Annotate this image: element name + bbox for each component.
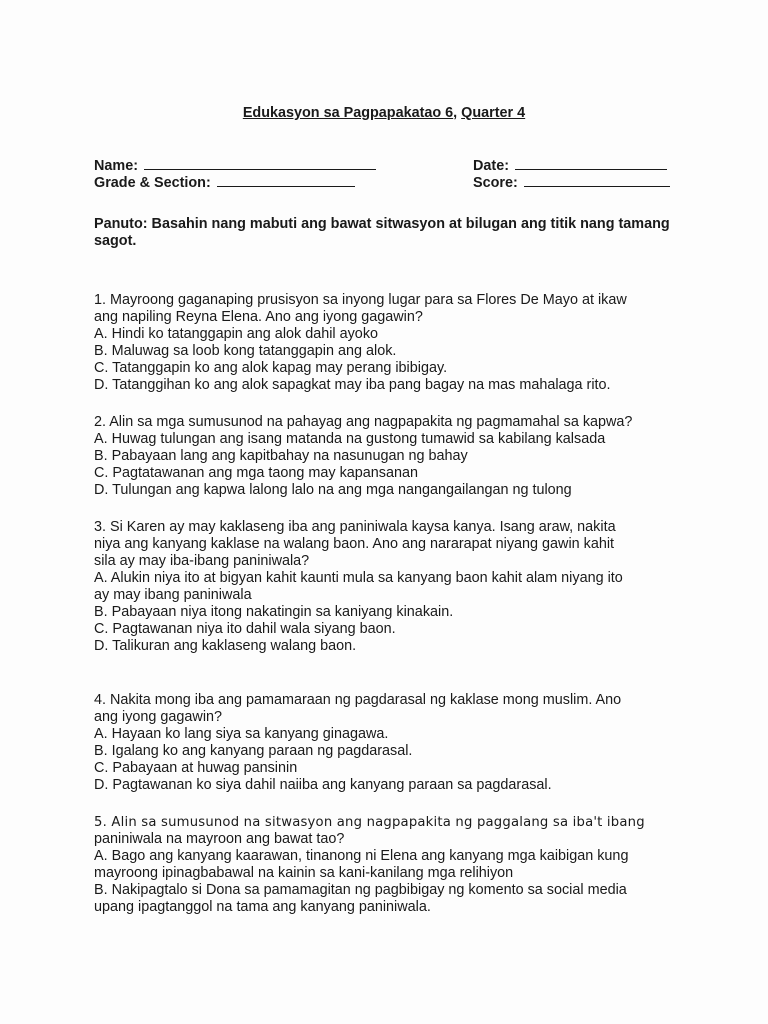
- date-blank[interactable]: [515, 157, 667, 170]
- question-5-choice-b-cont[interactable]: upang ipagtanggol na tama ang kanyang paniniwala.: [94, 899, 431, 915]
- score-blank[interactable]: [524, 174, 670, 187]
- question-1-line-2: ang napiling Reyna Elena. Ano ang iyong gagawin?: [94, 309, 423, 325]
- question-5-line-1: 5. Alin sa sumusunod na sitwasyon ang nagpapakita ng paggalang sa iba't ibang: [94, 815, 645, 830]
- question-4-line-1: 4. Nakita mong iba ang pamamaraan ng pagdarasal ng kaklase mong muslim. Ano: [94, 692, 622, 708]
- question-2-choice-d[interactable]: D. Tulungan ang kapwa lalong lalo na ang mga nangangailangan ng tulong: [94, 482, 572, 498]
- instructions: Panuto: Basahin nang mabuti ang bawat sitwasyon at bilugan ang titik nang tamang sagot.: [94, 216, 670, 249]
- subject-title: Edukasyon sa Pagpapakatao 6: [242, 105, 454, 121]
- question-3-choice-a[interactable]: A. Alukin niya ito at bigyan kahit kaunti mula sa kanyang baon kahit alam niyang ito: [94, 570, 623, 586]
- quarter-title: Quarter 4: [461, 105, 526, 121]
- name-label: Name:: [94, 158, 138, 174]
- question-4-line-2: ang iyong gagawin?: [94, 709, 223, 725]
- question-1-choice-a[interactable]: A. Hindi ko tatanggapin ang alok dahil ayoko: [94, 326, 379, 342]
- score-label: Score:: [473, 175, 518, 191]
- question-3-line-2: niya ang kanyang kaklase na walang baon. Ano ang nararapat niyang gawin kahit: [94, 536, 615, 552]
- question-5-choice-a[interactable]: A. Bago ang kanyang kaarawan, tinanong ni Elena ang kanyang mga kaibigan kung: [94, 848, 629, 864]
- name-field[interactable]: [94, 157, 376, 174]
- question-3-line-1: 3. Si Karen ay may kaklaseng iba ang paniniwala kaysa kanya. Isang araw, nakita: [94, 519, 616, 535]
- score-field[interactable]: [473, 174, 670, 191]
- date-label: Date:: [473, 158, 509, 174]
- question-2-choice-c[interactable]: C. Pagtatawanan ang mga taong may kapansanan: [94, 465, 419, 481]
- question-5-choice-b[interactable]: B. Nakipagtalo si Dona sa pamamagitan ng pagbibigay ng komento sa social media: [94, 882, 627, 898]
- date-field[interactable]: [473, 157, 667, 174]
- question-3-choice-a-cont[interactable]: ay may ibang paniniwala: [94, 587, 252, 603]
- question-3-choice-c[interactable]: C. Pagtawanan niya ito dahil wala siyang baon.: [94, 621, 396, 637]
- question-3-line-3: sila ay may iba-ibang paniniwala?: [94, 553, 310, 569]
- name-blank[interactable]: [144, 157, 376, 170]
- grade-section-field[interactable]: [94, 174, 355, 191]
- worksheet-title: [0, 105, 768, 121]
- grade-section-label: Grade & Section:: [94, 175, 211, 191]
- question-1-choice-d[interactable]: D. Tatanggihan ko ang alok sapagkat may iba pang bagay na mas mahalaga rito.: [94, 377, 611, 393]
- question-4-choice-c[interactable]: C. Pabayaan at huwag pansinin: [94, 760, 298, 776]
- question-3-choice-d[interactable]: D. Talikuran ang kaklaseng walang baon.: [94, 638, 357, 654]
- grade-section-blank[interactable]: [217, 174, 355, 187]
- question-5-line-2: paniniwala na mayroon ang bawat tao?: [94, 831, 345, 847]
- title-separator: ,: [453, 105, 458, 121]
- question-1-choice-c[interactable]: C. Tatanggapin ko ang alok kapag may perang ibibigay.: [94, 360, 448, 376]
- question-2-line-1: 2. Alin sa mga sumusunod na pahayag ang nagpapakita ng pagmamahal sa kapwa?: [94, 414, 633, 430]
- question-4-choice-d[interactable]: D. Pagtawanan ko siya dahil naiiba ang kanyang paraan sa pagdarasal.: [94, 777, 552, 793]
- question-1-choice-b[interactable]: B. Maluwag sa loob kong tatanggapin ang alok.: [94, 343, 397, 359]
- question-2-choice-b[interactable]: B. Pabayaan lang ang kapitbahay na nasunugan ng bahay: [94, 448, 468, 464]
- question-3-choice-b[interactable]: B. Pabayaan niya itong nakatingin sa kaniyang kinakain.: [94, 604, 454, 620]
- question-4-choice-b[interactable]: B. Igalang ko ang kanyang paraan ng pagdarasal.: [94, 743, 413, 759]
- question-2-choice-a[interactable]: A. Huwag tulungan ang isang matanda na gustong tumawid sa kabilang kalsada: [94, 431, 606, 447]
- question-1-line-1: 1. Mayroong gaganaping prusisyon sa inyong lugar para sa Flores De Mayo at ikaw: [94, 292, 627, 308]
- question-5-choice-a-cont[interactable]: mayroong ipinagbabawal na kainin sa kani-kanilang mga relihiyon: [94, 865, 514, 881]
- question-4-choice-a[interactable]: A. Hayaan ko lang siya sa kanyang ginagawa.: [94, 726, 389, 742]
